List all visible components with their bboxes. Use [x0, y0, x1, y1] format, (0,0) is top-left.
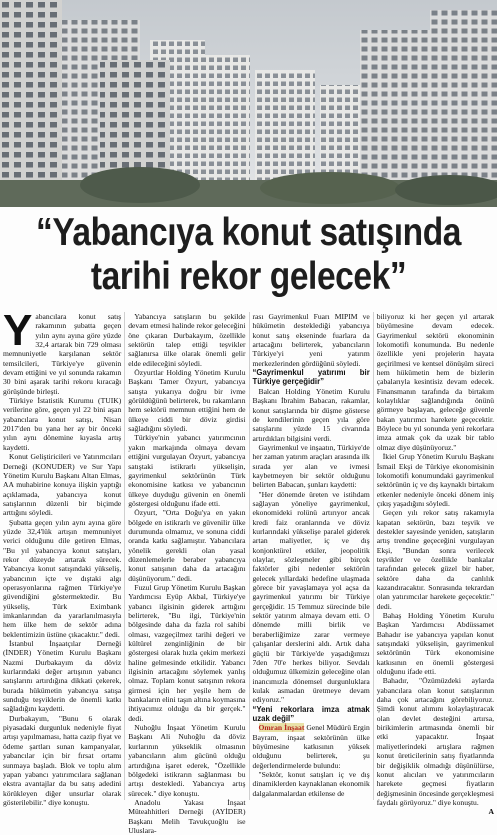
paragraph: Durbakayım, "Bunu 6 olarak piyasadaki durgunluk nedeniyle fiyat artışı yapılmaması, hatta cazip fiyat ve ödeme şartları sunan kampanyalar, yabancılar için bir fırsat ortamı sunmaya başladı. Blok ve toplu alım yapan yabancı yatırımcılara sağlanan ekstra avantajlar da bu satış adedini körükleyen diğer unsurlar olarak gösterilebilir." diye konuştu. [3, 713, 122, 807]
paragraph: Özyurtlar Holding Yönetim Kurulu Başkanı Tamer Özyurt, yabancıya satışta yukarıya doğru bir ivme görüldüğünü belirterek, bu rakamların hem sektörü memnun ettiğini hem de ülkeye ciddi bir döviz girdisi sağladığını söyledi. [128, 368, 246, 434]
subheading: “Yeni rekorlara imza atmak uzak değil” [252, 704, 370, 723]
header-photo [0, 0, 497, 207]
paragraph: rası Gayrimenkul Fuarı MIPIM ve hükümetin desteklediği yabancıya konut satış ekseninde fuarlara da artacağını belirterek, yabancıların Türkiye'yi yeni yatırım merkezlerinden gördüğünü söyledi. [252, 312, 370, 368]
paragraph: Geçen yılı rekor satış rakamıyla kapatan sektörün, bazı teşvik ve destekler sayesinde yeniden, satışların artış trendine geçeceğini vurgulayan Ekşi, "Bundan sonra verilecek teşvikler ve özellikle bankalar tarafından gelecek güzel bir haber, sektöre daha da canlılık kazandıracaktır. Sonrasında tekrardan olan yatırımcılar harekete geçecektir." dedi. [376, 508, 494, 611]
apartment-buildings-photo [0, 0, 497, 207]
paragraph: Konut Geliştiricileri ve Yatırımcıları Derneği (KONUDER) ve Sur Yapı Yönetim Kurulu Başkanı Altan Elmas, AA muhabirine konuya ilişkin yaptığı açıklamada, yabancıya konut satışlarının düzenli bir biçimde arttığını söyledi. [3, 452, 122, 518]
paragraph: Türkiye İstatistik Kurumu (TUIK) verilerine göre, geçen yıl 22 bini aşan yabancılara konut satışı, Nisan 2017'den bu yana her ay bir önceki yılın aynı dönemine kıyasla artış kaydetti. [3, 396, 122, 452]
paragraph: abancılara konut satış rakamının şubatta geçen yılın aynı ayına göre yüzde 32,4 artarak bin 729 olması memnuniyetle karşılanan sektör temsilcileri, Türkiye'ye güvenin devam ettiğini ve yıl sonunda rakamın 30 bini aşarak tarihi rekoru kıracağı görüşünde birleşti. [3, 312, 122, 396]
paragraph: "Sektör, konut satışları iç ve dış dinamiklerden kaynaklanan ekonomik dalgalanmalardan etkilense de [252, 770, 370, 798]
paragraph: Fuzul Grup Yönetim Kurulu Başkan Yardımcısı Eyüp Akbal, Türkiye'ye yabancı ilgisinin giderek arttığını belirterek, "Bu ilgi, Türkiye'nin bölgesinde daha da fazla rol sahibi olması, vazgeçilmez tarihi değeri ve kültürel zenginliğinin de bir göstergesi olarak hızla çekim merkezi haline gelmesinde etkilidir. Yabancı ilgisinin artacağını söylemek yanlış olmaz. Toplam konut satışının rekora girmesi için her yeşile hem de bankaların elini taşın altına koymasına ihtiyacımız olduğu da bir gerçek." dedi. [128, 582, 246, 723]
article-headline [0, 211, 497, 299]
paragraph: biliyoruz ki her geçen yıl artarak büyümesine devam edecek. Gayrimenkul sektörü ekonominin lokomotifi konumunda. Bu nedenle özellikle yeni projelerin hayata geçirilmesi ve kentsel dönüşüm süreci hem hükümetin hem de bizlerin çabalarıyla kesintisiz devam edecek. Finansmanın tarafında da birtakım kolaylıklar sağlandığında önünü görmeye başlayan, geleceğe güvenle bakan yatırımcı harekete geçecektir. Böylece bu yıl sonunda yeni rekorlara imza atmak çok da uzak bir tablo olmaz diye düşünüyoruz." [376, 312, 494, 452]
paragraph: Özyurt, "Orta Doğu'ya en yakın bölgede en istikrarlı ve güvenilir ülke durumunda olmamız, ve sonuna ciddi oranda katkı sağlamıştır. Yabancılara yönelik gerekli olan yasal düzenlemelerle beraber yabancıya konut satışının daha da artacağını düşünüyorum." dedi. [128, 508, 246, 583]
column-2 [124, 312, 248, 835]
company-name: Omran İnşaat [258, 723, 305, 733]
article-body [0, 306, 497, 835]
paragraph: Nuhoğlu İnşaat Yönetim Kurulu Başkanı Ali Nuhoğlu da döviz kurlarının yükseklik olmasının yabancıların alım gücünü olduğu artırdığına işaret ederek, "Özellikle bölgedeki istikrarın sağlanması bu artışı destekledi. Yabancıya artış sürecek." diye konuştu. [128, 723, 246, 798]
paragraph: Anadolu Yakası İnşaat Müteahhitleri Derneği (AYİDER) Başkanı Melih Tavukçuoğlu ise Uluslara- [128, 797, 246, 835]
paragraph: Bahadır, "Özümüzdeki aylarda yabancılara olan konut satışlarının daha çok artacağını görebiliyoruz. Şimdi konut alımını kolaylaştıracak olan devlet desteğini artırsa, birikimlerin artmasında önemli bir etki yapacaktır. İnşaat maliyetlerindeki artışlara rağmen konut üreticilerinin satış fiyatlarında bir değişiklik olmadığı düşünülürse, konut alıcıları ve yatırımcıların harekete geçmesi fiyatların değişmesinin öncesinde gerçekleşmesi faydalı görüyoruz." diye konuştu. [376, 676, 494, 807]
column-4 [373, 312, 497, 817]
paragraph: Bahaş Holding Yönetim Kurulu Başkan Yardımcısı Abdüssamet Bahadır ise yabancıya yapılan konut satışındaki yükselişin, gayrimenkul sektörünün Türk ekonomisine katkısının en önemli göstergesi olduğunu ifade etti. [376, 611, 494, 677]
paragraph [253, 723, 370, 770]
paragraph: Gayrimenkul ve inşaatın, Türkiye'de her zaman yatırım araçları arasında ilk sırada yer alan ve ivmesi kaybetmeyen bir sektör olduğunu belirten Babacan, şunları kaydetti: [252, 442, 370, 490]
paragraph-text: Genel Müdürü Ergin Bayram, inşaat sektörünün ülke büyümesine katkısının yüksek olduğunu belirterek, şu değerlendirmelerde bulundu: [252, 723, 370, 770]
subheading: “Gayrimenkul yatırımı bir Türkiye gerçeğidir” [252, 368, 370, 387]
paragraph: Türkiye'nin yabancı yatırımcının yakın markajında olmaya devam ettiğini vurgulayan Özyurt, yabancıya satıştaki istikrarlı yükselişin, gayrimenkul sektörünün Türk ekonomisine katkısı ve yabancının ülkeye duyduğu güvenin en önemli göstergesi olduğunu ifade etti. [128, 433, 246, 508]
paragraph: "Her dönemde üreten ve istihdam sağlayan yöneliye gayrimenkul, ekonomideki rolünü artırıyor ancak kredi faiz oranlarında ve döviz kurlarındaki yükselişe paralel giderek artan maliyetler, iç ve dış konjonktürel etkiler, jeopolitik olaylar, sözleşmeler gibi birçok faktörler gibi nedenler sektörün gelecek yıllardaki hedefine ulaşmada görece bir yavaşlamaya yol açsa da gayrimenkul yatırımı bir Türkiye gerçeğidir. 15 Temmuz sürecinde bile sektör yatırım almaya devam etti. O dönemde milli birlik ve beraberliğimize zarar vermeye çalışanlar derslerini aldı. Artık daha güçlü bir Türkiye'de yaşadığımızı 7den 70'e herkes biliyor. Sevdalı olduğumuz ülkemizin geleceğine olan inancımızla dönemsel durgunluklara kulak asmadan üretmeye devam ediyoruz." [252, 489, 370, 705]
paragraph: İkiel Grup Yönetim Kurulu Başkanı İsmail Ekşi de Türkiye ekonomisinin lokomotifi konumundaki gayrimenkul sektörünün iç ve dış kaynaklı birtakım etkenler nedeniyle önceki dönem iniş çıkış yaşadığını söyledi. [376, 452, 494, 508]
paragraph: Yabancıya satışların bu şekilde devam etmesi halinde rekor geleceğini öne çıkaran Durbakayım, özellikle sektörün talep ettiği teşvikler sağlanırsa ülke olarak önemli gelir elde edileceğini söyledi. [128, 312, 246, 368]
drop-cap: Y [3, 306, 33, 355]
page-mark: A [488, 807, 494, 817]
headline-line-2: tarihi rekor gelecek” [90, 255, 407, 298]
headline-line-1: “Yabancıya konut satışında [35, 211, 461, 254]
paragraph: Şubatta geçen yılın aynı ayına göre yüzde 32,4'lük artışın memnuniyet verici olduğunu dile getiren Elmas, "Bu yıl yabancıya konut satışları, rekor düzeyde artarak sürecek. Yabancıya konut satışındaki yükseliş, yabancının içte ve dıştaki algı operasyonlarına rağmen Türkiye'ye güvendiğini göstermektedir. Bu yükseliş, Türk Eximbank imkanlarından da yararlanılmasıyla hem ülke hem de sektör adına beklentimizin üstüne çıkacaktır." dedi. [3, 517, 122, 639]
column-1 [0, 306, 124, 807]
paragraph: Balcan Holding Yönetim Kurulu Başkanı İbrahim Babacan, rakamlar, konut satışlarında bir düşme gösterse de kendilerinin geçen yıla göre satışlarını yüzde 15 civarında artırdıkları bilgisini verdi. [252, 386, 370, 443]
column-3 [249, 312, 373, 800]
paragraph: İstanbul İnşaatçılar Derneği (İNDER) Yönetim Kurulu Başkanı Nazmi Durbakayım da döviz kurlarındaki değer artışının yabancı satışlarını artırdığına dikkati çekerek, burada hükümetin yabancıya satışa sunduğu teşviklerin de önemli katkı sağladığını kaydetti. [3, 639, 122, 714]
